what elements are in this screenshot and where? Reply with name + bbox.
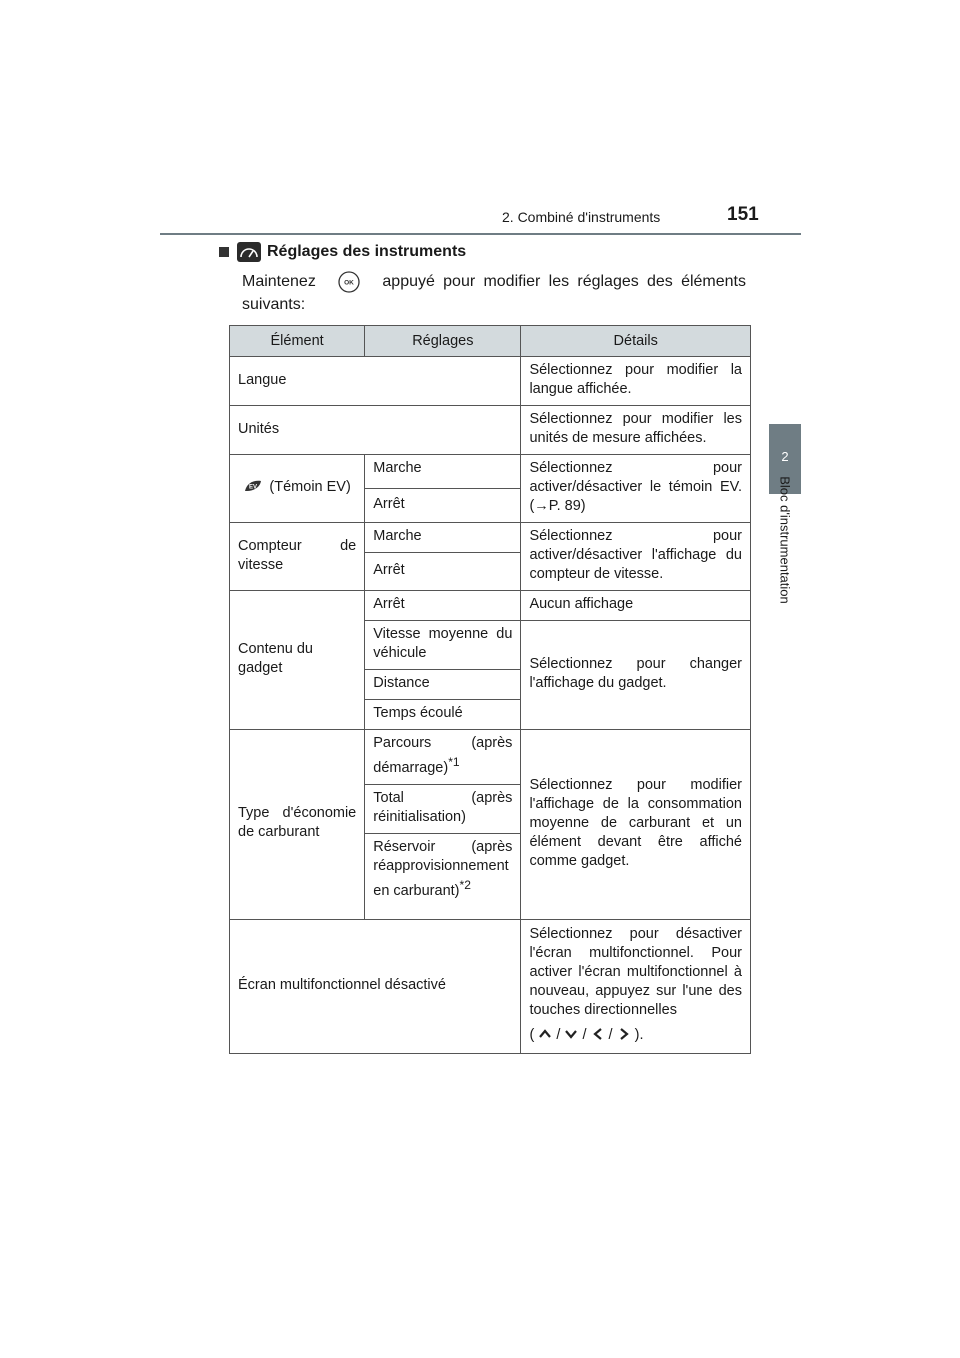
details-cell: Sélectionnez pour désactiver l'écran multifonctionnel. Pour activer l'écran multifonctionnel à nouveau, appuyez sur l'une des touches directionnelles ( / / / ).	[521, 919, 751, 1053]
item-cell: EV (Témoin EV)	[230, 455, 365, 523]
item-cell: Écran multifonctionnel désactivé	[230, 919, 521, 1053]
item-cell: Unités	[230, 406, 521, 455]
table-row	[230, 357, 751, 406]
ev-indicator-icon	[243, 479, 263, 493]
setting-cell: Total (après réinitialisation)	[365, 784, 521, 833]
arrow-up-icon	[538, 1027, 552, 1041]
intro-paragraph: Maintenez OK appuyé pour modifier les réglages des éléments suivants:	[242, 270, 746, 316]
chapter-label: Bloc d'instrumentation	[777, 476, 793, 604]
svg-text:EV: EV	[249, 484, 258, 491]
setting-cell: Vitesse moyenne du véhicule	[365, 621, 521, 670]
direction-keys: ( / / / ).	[529, 1027, 644, 1044]
table-row	[230, 406, 751, 455]
details-cell: Sélectionnez pour modifier la langue affichée.	[521, 357, 751, 406]
details-cell: Sélectionnez pour activer/désactiver l'affichage du compteur de vitesse.	[521, 523, 751, 591]
table-row	[230, 455, 751, 489]
item-cell: Type d'économie de carburant	[230, 730, 365, 920]
table-row	[230, 919, 751, 1053]
column-header: Réglages	[365, 326, 521, 357]
setting-cell: Marche	[365, 455, 521, 489]
setting-cell: Temps écoulé	[365, 700, 521, 730]
footnote-marker: *1	[448, 755, 460, 769]
item-cell: Contenu du gadget	[230, 591, 365, 730]
column-header: Détails	[521, 326, 751, 357]
table-row	[230, 591, 751, 621]
setting-cell: Parcours (après démarrage)$^{*1}$	[365, 730, 521, 785]
setting-cell: Réservoir (après réapprovisionnement en carburant)$^{*2}$	[365, 833, 521, 919]
table-header-row	[230, 326, 751, 357]
section-title	[219, 242, 466, 262]
section-title-text: Réglages des instruments	[267, 243, 467, 260]
item-cell: Compteur de vitesse	[230, 523, 365, 591]
ok-button-icon	[338, 271, 360, 293]
arrow-left-icon	[591, 1027, 605, 1041]
header-title: 2. Combiné d'instruments	[502, 209, 661, 225]
arrow-right-icon	[617, 1027, 631, 1041]
details-cell: Sélectionnez pour changer l'affichage du gadget.	[521, 621, 751, 730]
footnote-marker: *2	[459, 877, 471, 892]
setting-cell: Distance	[365, 670, 521, 700]
setting-cell: Marche	[365, 523, 521, 553]
header-rule	[160, 233, 801, 235]
setting-cell: Arrêt	[365, 489, 521, 523]
details-cell: Aucun affichage	[521, 591, 751, 621]
svg-text:OK: OK	[344, 279, 354, 287]
page-number: 151	[727, 204, 759, 225]
chapter-tab: 2	[769, 424, 801, 494]
details-cell: Sélectionnez pour modifier les unités de mesure affichées.	[521, 406, 751, 455]
setting-cell: Arrêt	[365, 553, 521, 591]
setting-cell: Arrêt	[365, 591, 521, 621]
settings-table	[229, 325, 751, 1054]
table-row	[230, 523, 751, 553]
details-cell: Sélectionnez pour activer/désactiver le témoin EV. (→P. 89)	[521, 455, 751, 523]
meter-settings-icon	[237, 242, 261, 262]
details-cell: Sélectionnez pour modifier l'affichage de la consommation moyenne de carburant et un élément devant être affiché comme gadget.	[521, 730, 751, 920]
item-cell: Langue	[230, 357, 521, 406]
table-row	[230, 730, 751, 785]
arrow-down-icon	[564, 1027, 578, 1041]
bullet-square-icon	[219, 247, 229, 257]
column-header: Élément	[230, 326, 365, 357]
